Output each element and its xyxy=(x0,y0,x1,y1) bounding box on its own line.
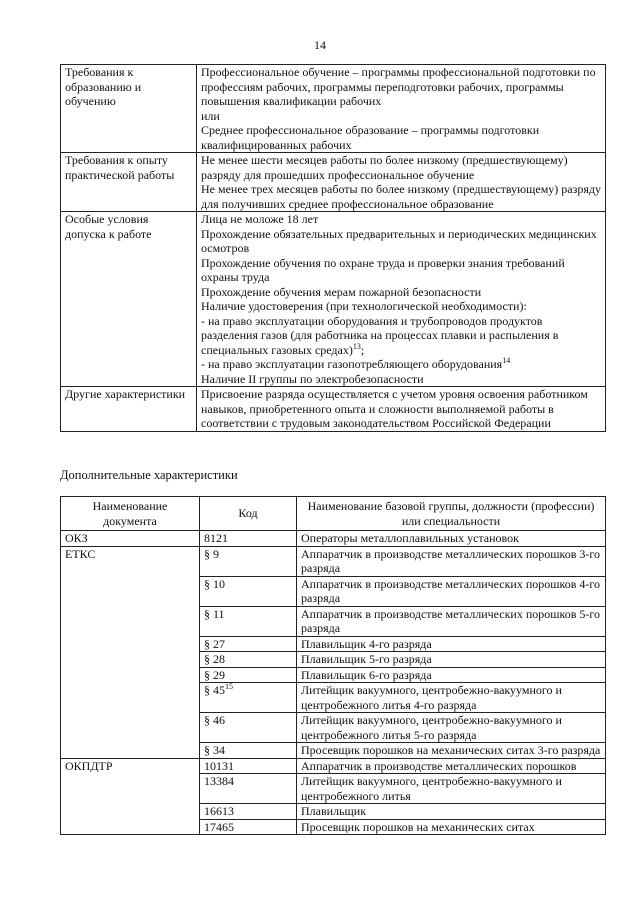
requirements-table xyxy=(60,64,606,432)
header-doc: Наименование документа xyxy=(61,497,200,531)
section-title: Дополнительные характеристики xyxy=(60,468,238,482)
table-row xyxy=(61,652,606,668)
table-header-row xyxy=(61,497,606,531)
requirement-line: - на право эксплуатации оборудования и трубопроводов продуктов разделения газов (для работника на процессах плавки и распыления в специальных газовых средах)$^{13}$; xyxy=(201,313,559,357)
footnote-marker: 15 xyxy=(225,682,233,691)
requirement-line: или xyxy=(201,108,220,123)
name-cell: Литейщик вакуумного, центробежно-вакуумного и центробежного литья 5-го разряда xyxy=(297,713,606,743)
code-cell: § 11 xyxy=(200,606,297,636)
name-cell: Аппаратчик в производстве металлических порошков 3-го разряда xyxy=(297,546,606,576)
name-cell: Литейщик вакуумного, центробежно-вакуумного и центробежного литья 4-го разряда xyxy=(297,683,606,713)
requirement-line: Лица не моложе 18 лет xyxy=(201,212,319,226)
table-row xyxy=(61,819,606,835)
name-cell: Плавильщик 4-го разряда xyxy=(297,636,606,652)
footnote-marker: 14 xyxy=(502,356,511,365)
requirement-line: Присвоение разряда осуществляется с учетом уровня освоения работником навыков, приобретенного опыта и сложности выполняемой работы в соответствии с трудовым законодательством Российской Федерации xyxy=(201,387,588,430)
doc-cell xyxy=(61,606,200,636)
requirement-row xyxy=(61,387,606,432)
name-cell: Аппаратчик в производстве металлических порошков xyxy=(297,758,606,774)
code-cell: § 46 xyxy=(200,713,297,743)
additional-characteristics-table xyxy=(60,496,606,835)
table-row xyxy=(61,576,606,606)
header-code: Код xyxy=(200,497,297,531)
header-name: Наименование базовой группы, должности (профессии) или специальности xyxy=(297,497,606,531)
requirement-line: Наличие II группы по электробезопасности xyxy=(201,371,424,386)
table-row xyxy=(61,758,606,774)
doc-cell xyxy=(61,774,200,804)
doc-cell xyxy=(61,683,200,713)
code-cell: § 29 xyxy=(200,667,297,683)
code-cell: 10131 xyxy=(200,758,297,774)
name-cell: Плавильщик xyxy=(297,804,606,820)
requirement-line: - на право эксплуатации газопотребляющего оборудования$^{14}$ xyxy=(201,356,511,371)
doc-cell xyxy=(61,819,200,835)
doc-cell: ЕТКС xyxy=(61,546,200,576)
requirement-line: Прохождение обязательных предварительных и периодических медицинских осмотров xyxy=(201,226,597,255)
requirement-row xyxy=(61,65,606,153)
table-row xyxy=(61,531,606,547)
doc-cell xyxy=(61,804,200,820)
table-row xyxy=(61,804,606,820)
table-row xyxy=(61,743,606,759)
requirement-line: Среднее профессиональное образование – программы подготовки квалифицированных рабочих xyxy=(201,123,540,152)
page-number: 14 xyxy=(314,38,326,52)
code-cell: § 28 xyxy=(200,652,297,668)
doc-cell xyxy=(61,652,200,668)
requirement-line: Прохождение обучения мерам пожарной безопасности xyxy=(201,284,482,299)
table-row xyxy=(61,636,606,652)
code-cell: 16613 xyxy=(200,804,297,820)
doc-cell xyxy=(61,743,200,759)
requirement-row xyxy=(61,153,606,212)
requirement-label: Особые условия допуска к работе xyxy=(61,212,197,387)
requirement-row xyxy=(61,212,606,387)
doc-cell xyxy=(61,636,200,652)
doc-cell: ОКПДТР xyxy=(61,758,200,774)
doc-cell xyxy=(61,713,200,743)
requirement-line: Профессиональное обучение – программы профессиональной подготовки по профессиям рабочих, программы переподготовки рабочих, программы повышения квалификации рабочих xyxy=(201,65,596,108)
table-row xyxy=(61,606,606,636)
requirement-label: Требования к образованию и обучению xyxy=(61,65,197,153)
name-cell: Литейщик вакуумного, центробежно-вакуумного и центробежного литья xyxy=(297,774,606,804)
requirement-label: Требования к опыту практической работы xyxy=(61,153,197,212)
requirement-line: Не менее трех месяцев работы по более низкому (предшествующему) разряду для получивших среднее профессиональное образование xyxy=(201,182,601,211)
name-cell: Плавильщик 6-го разряда xyxy=(297,667,606,683)
requirement-line: Не менее шести месяцев работы по более низкому (предшествующему) разряду для прошедших профессиональное обучение xyxy=(201,153,568,182)
code-cell: § 34 xyxy=(200,743,297,759)
table-row xyxy=(61,546,606,576)
code-cell: § 10 xyxy=(200,576,297,606)
name-cell: Просевщик порошков на механических ситах 3-го разряда xyxy=(297,743,606,759)
requirement-text xyxy=(197,65,606,153)
name-cell: Аппаратчик в производстве металлических порошков 5-го разряда xyxy=(297,606,606,636)
doc-cell xyxy=(61,667,200,683)
table-row xyxy=(61,713,606,743)
table-row xyxy=(61,683,606,713)
table-row xyxy=(61,667,606,683)
code-cell: § 27 xyxy=(200,636,297,652)
doc-cell xyxy=(61,576,200,606)
doc-cell: ОКЗ xyxy=(61,531,200,547)
requirement-text xyxy=(197,387,606,432)
requirement-line: Наличие удостоверения (при технологической необходимости): xyxy=(201,299,527,313)
requirement-label: Другие характеристики xyxy=(61,387,197,432)
name-cell: Просевщик порошков на механических ситах xyxy=(297,819,606,835)
requirement-line: Прохождение обучения по охране труда и проверки знания требований охраны труда xyxy=(201,255,565,284)
table-row xyxy=(61,774,606,804)
name-cell: Операторы металлоплавильных установок xyxy=(297,531,606,547)
name-cell: Аппаратчик в производстве металлических порошков 4-го разряда xyxy=(297,576,606,606)
requirement-text xyxy=(197,212,606,387)
code-cell: 17465 xyxy=(200,819,297,835)
code-cell: 8121 xyxy=(200,531,297,547)
code-cell: § 9 xyxy=(200,546,297,576)
code-cell: § $45^{15}$ xyxy=(200,683,297,713)
name-cell: Плавильщик 5-го разряда xyxy=(297,652,606,668)
footnote-marker: 13 xyxy=(352,341,361,351)
requirement-text xyxy=(197,153,606,212)
code-cell: 13384 xyxy=(200,774,297,804)
